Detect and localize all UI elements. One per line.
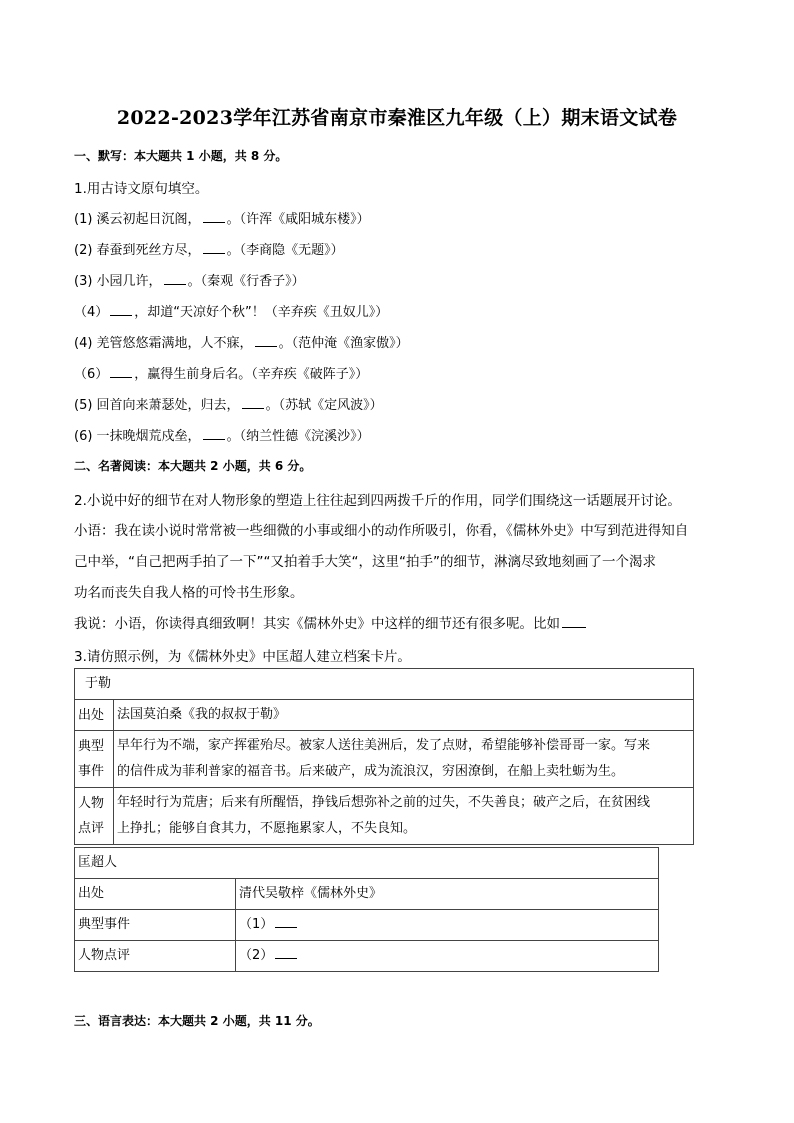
answer-blank[interactable] (203, 241, 225, 254)
answer-blank[interactable] (164, 272, 186, 285)
q1-item-7: (5) 回首向来萧瑟处，归去， 。（苏轼《定风波》） (74, 398, 383, 413)
q2-paragraph-3: 功名而丧失自我人格的可怜书生形象。 (74, 585, 304, 601)
q1-item-1: (1) 溪云初起日沉阁， 。（许浑《咸阳城东楼》） (74, 212, 370, 227)
answer-blank[interactable] (110, 303, 132, 316)
section-2-heading: 二、名著阅读：本大题共 2 小题，共 6 分。 (74, 459, 312, 473)
answer-blank[interactable] (275, 915, 297, 928)
answer-blank[interactable] (562, 615, 586, 628)
card2-event: （1） (236, 910, 659, 941)
card2-comment-label: 人物点评 (75, 941, 236, 972)
section-3-heading: 三、语言表达：本大题共 2 小题，共 11 分。 (74, 1014, 320, 1028)
q1-item-3: (3) 小园几许， 。（秦观《行香子》） (74, 274, 305, 289)
example-profile-card (74, 668, 694, 845)
card2-event-label: 典型事件 (75, 910, 236, 941)
card2-source: 清代吴敬梓《儒林外史》 (236, 879, 659, 910)
card1-comment-label: 人物 点评 (75, 788, 114, 845)
q1-item-5: (4) 羌管悠悠霜满地，人不寐， 。（范仲淹《渔家傲》） (74, 336, 409, 351)
answer-blank[interactable] (275, 946, 297, 959)
exam-title: 2022-2023学年江苏省南京市秦淮区九年级（上）期末语文试卷 (116, 107, 678, 129)
q2-paragraph-1: 小语：我在读小说时常常被一些细微的小事或细小的动作所吸引，你看，《儒林外史》中写到范进得知自 (74, 523, 689, 539)
card2-comment: （2） (236, 941, 659, 972)
answer-blank[interactable] (203, 210, 225, 223)
q2-paragraph-4: 我说：小语，你读得真细致啊！其实《儒林外史》中这样的细节还有很多呢。比如 (74, 612, 588, 632)
question-1-stem: 1.用古诗文原句填空。 (74, 181, 209, 197)
q1-item-6: （6） ，赢得生前身后名。（辛弃疾《破阵子》） (74, 367, 369, 382)
answer-profile-card (74, 847, 659, 972)
card1-source: 法国莫泊桑《我的叔叔于勒》 (114, 700, 694, 731)
q1-item-8: (6) 一抹晚烟荒戍垒， 。（纳兰性德《浣溪沙》） (74, 429, 370, 444)
card2-name: 匡超人 (75, 848, 659, 879)
answer-blank[interactable] (203, 427, 225, 440)
question-2-stem: 2.小说中好的细节在对人物形象的塑造上往往起到四两拨千斤的作用，同学们围绕这一话题展开讨论。 (74, 493, 681, 509)
q1-item-4: （4） ，却道“天凉好个秋”！（辛弃疾《丑奴儿》） (74, 305, 389, 320)
question-3-stem: 3.请仿照示例，为《儒林外史》中匡超人建立档案卡片。 (74, 649, 411, 665)
card1-event-label: 典型 事件 (75, 731, 114, 788)
card1-event: 早年行为不端，家产挥霍殆尽。被家人送往美洲后，发了点财，希望能够补偿哥哥一家。写来 的信件成为菲利普家的福音书。后来破产，成为流浪汉，穷困潦倒，在船上卖牡蛎为生。 (114, 731, 694, 788)
answer-blank[interactable] (255, 334, 277, 347)
q1-item-2: (2) 春蚕到死丝方尽， 。（李商隐《无题》） (74, 243, 344, 258)
q2-paragraph-2: 己中举，“自己把两手拍了一下”“又拍着手大笑“，这里“拍手”的细节，淋漓尽致地刻画了一个渴求 (74, 554, 656, 570)
card1-source-label: 出处 (75, 700, 114, 731)
section-1-heading: 一、默写：本大题共 1 小题，共 8 分。 (74, 149, 288, 163)
card1-comment: 年轻时行为荒唐；后来有所醒悟，挣钱后想弥补之前的过失，不失善良；破产之后，在贫困线 上挣扎；能够自食其力，不愿拖累家人，不失良知。 (114, 788, 694, 845)
answer-blank[interactable] (242, 396, 264, 409)
card2-source-label: 出处 (75, 879, 236, 910)
answer-blank[interactable] (110, 365, 132, 378)
card1-name: 于勒 (75, 669, 694, 700)
